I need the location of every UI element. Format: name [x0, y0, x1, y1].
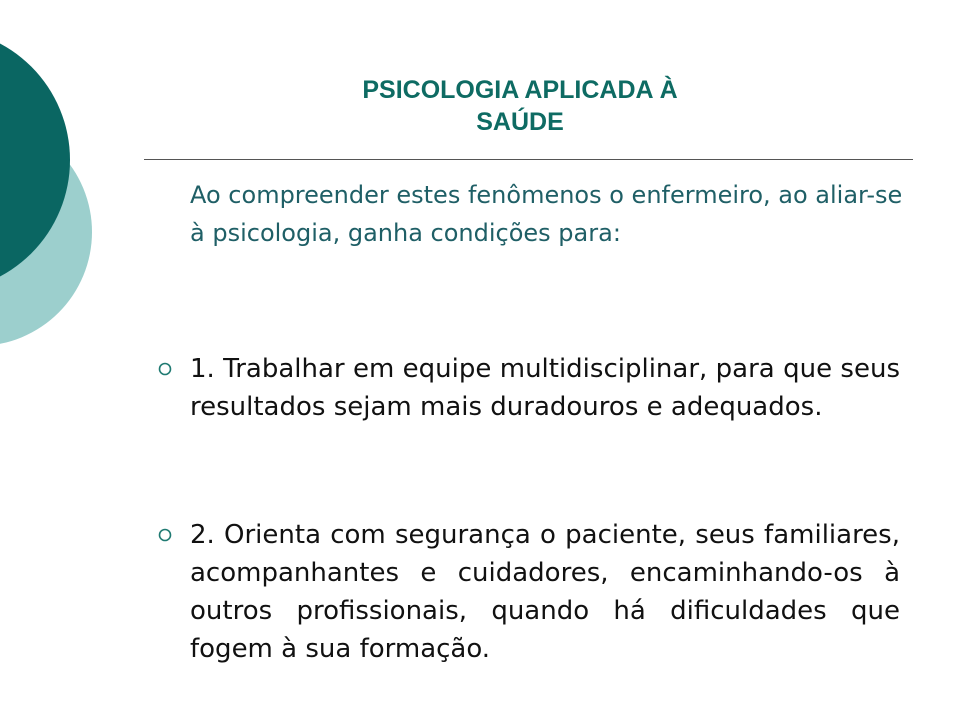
slide-title [240, 74, 800, 138]
intro-paragraph: Ao compreender estes fenômenos o enfermeiro, ao aliar-se à psicologia, ganha condições para: [190, 181, 903, 247]
slide-title-line-1: PSICOLOGIA APLICADA À [362, 76, 678, 104]
decorative-circles [0, 0, 120, 400]
bullet-item-1: 1. Trabalhar em equipe multidisciplinar, para que seus resultados sejam mais duradouros e adequados. [190, 354, 900, 422]
hollow-circle-bullet-icon [158, 528, 172, 542]
title-divider [144, 159, 913, 160]
bullet-item-2: 2. Orienta com segurança o paciente, seus familiares, acompanhantes e cuidadores, encaminhando-os à outros profissionais, quando há dificuldades que fogem à sua formação. [190, 520, 900, 664]
hollow-circle-bullet-icon [158, 362, 172, 376]
slide-title-line-2: SAÚDE [476, 108, 564, 136]
